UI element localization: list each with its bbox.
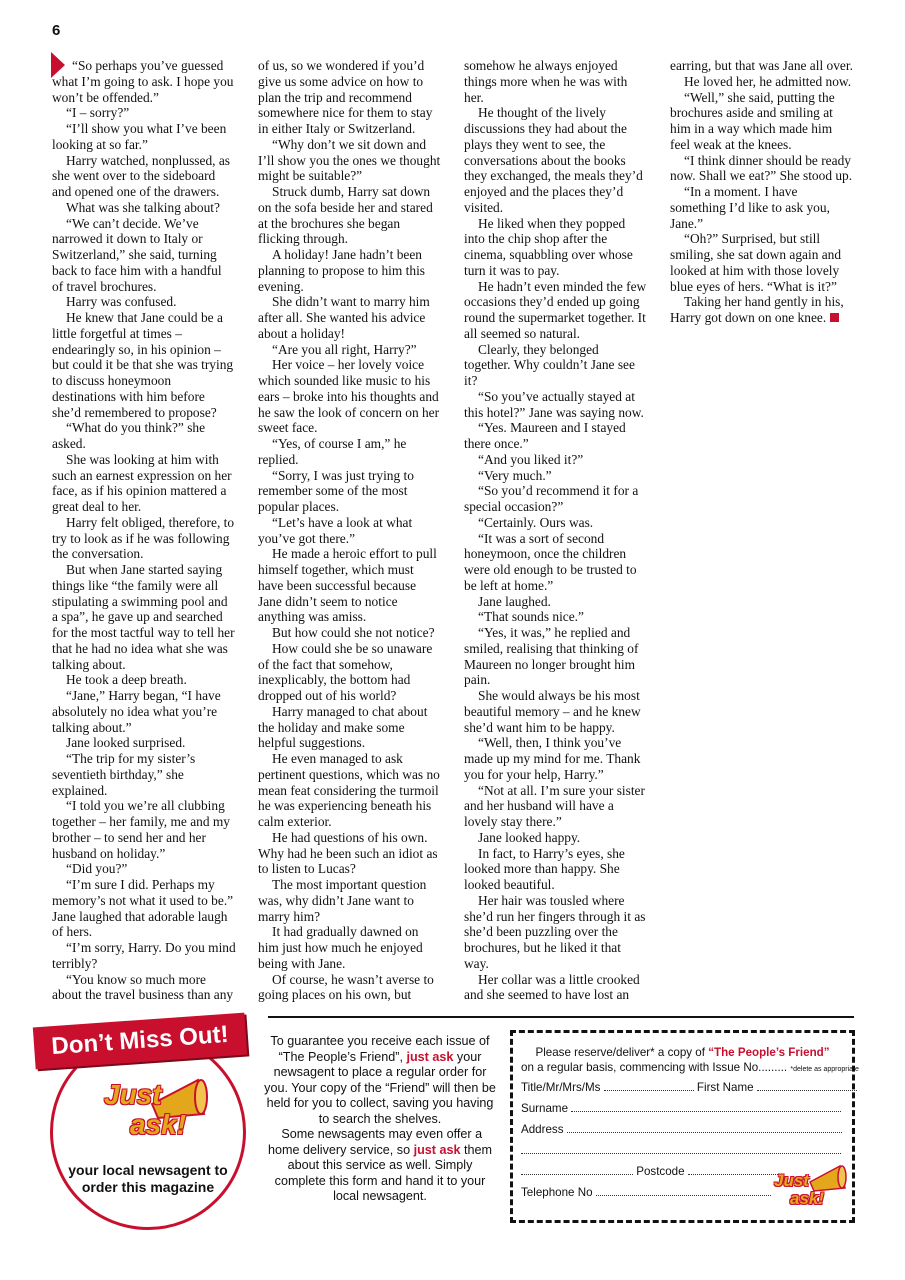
address-input[interactable] — [567, 1121, 842, 1133]
story-paragraph: But how could she not notice? — [272, 625, 435, 640]
page-number: 6 — [52, 22, 61, 39]
story-paragraph: “Why don’t we sit down and I’ll show you the ones we thought might be suitable?” — [258, 136, 441, 184]
story-paragraph: A holiday! Jane hadn’t been planning to propose to him this evening. — [258, 247, 426, 294]
story-paragraph: Taking her hand gently in his, Harry got down on one knee. — [670, 294, 844, 325]
story-paragraph: “You know so much more about the travel business than any of us, so we wondered if you’d give us some advice on how to plan the trip and recommend somewhere nice for them to stay in either Italy or Switzerland. — [52, 58, 433, 1003]
story-paragraph: “We can’t decide. We’ve narrowed it down to Italy or Switzerland,” she said, turning back to face him with a handful of travel brochures. — [52, 215, 222, 294]
story-paragraph: The most important question was, why didn’t Jane want to marry him? — [258, 877, 427, 924]
story-paragraph: He knew that Jane could be a little forgetful at times – endearingly so, in his opinion – but could it be that she was trying to discuss honeymoon destinations with him before she’d remembered to propose? — [52, 310, 234, 420]
coupon-title: Please reserve/deliver* a copy of “The People’s Friend” — [535, 1046, 830, 1059]
logo-just: Just — [104, 1079, 162, 1110]
surname-input[interactable] — [571, 1100, 841, 1112]
just-ask-logo — [90, 1074, 210, 1158]
story-paragraph: He liked when they popped into the chip shop after the cinema, squabbling over whose turn it was to pay. — [464, 215, 633, 278]
postcode-input[interactable] — [688, 1163, 778, 1175]
story-paragraph: “The trip for my sister’s seventieth birthday,” she explained. — [52, 751, 196, 798]
promo-badge — [32, 1012, 262, 1252]
story-paragraph: “Well, then, I think you’ve made up my mind for me. Thank you for your help, Harry.” — [464, 735, 641, 782]
story-paragraph: She would always be his most beautiful memory – and he knew she’d want him to be happy. — [464, 688, 641, 735]
just-ask-highlight: just ask — [406, 1049, 454, 1064]
address-row-2 — [521, 1140, 844, 1161]
dont-miss-out-banner: Don’t Miss Out! — [33, 1013, 247, 1070]
story-paragraph: He thought of the lively discussions they had about the plays they went to see, the conversations about the books they exchanged, the meals they’d enjoyed and the places they’d visited. — [464, 105, 643, 215]
story-paragraph: “So you’ve actually stayed at this hotel?” Jane was saying now. — [464, 388, 644, 420]
story-end-mark — [830, 313, 839, 322]
story-paragraph: Jane looked surprised. — [66, 735, 186, 751]
story-paragraph: He even managed to ask pertinent questions, which was no mean feat considering the turmoil he was experiencing beneath his calm exterior. — [258, 751, 440, 829]
address-row: Address — [521, 1119, 844, 1140]
surname-row: Surname — [521, 1098, 844, 1119]
story-paragraph: “Are you all right, Harry?” — [272, 341, 417, 357]
story-paragraph: Harry managed to chat about the holiday and make some helpful suggestions. — [258, 703, 428, 751]
promo-paragraph-2: Some newsagents may even offer a home delivery service, so just ask them about this service as well. Simply complete this form and hand it to your local newsagent. — [268, 1127, 492, 1203]
story-paragraph: “So you’d recommend it for a special occasion?” — [464, 483, 639, 514]
promo-paragraph-1: To guarantee you receive each issue of “The People’s Friend”, just ask your newsagent to place a regular order for you. Your copy of the “Friend” will then be held for you to collect, saving you having to search the shelves. — [264, 1034, 496, 1126]
story-paragraph: “I’ll show you what I’ve been looking at so far.” — [52, 121, 227, 152]
story-paragraph: “Let’s have a look at what you’ve got there.” — [258, 514, 413, 546]
story-paragraph: “It was a sort of second honeymoon, once the children were old enough to be trusted to be left at home.” — [464, 530, 637, 593]
story-paragraph: Harry watched, nonplussed, as she went over to the sideboard and opened one of the drawers. — [52, 152, 230, 199]
section-divider — [268, 1016, 854, 1018]
coupon-issue-line: on a regular basis, commencing with Issue No......... *delete as appropriate — [521, 1061, 859, 1074]
story-paragraph: Her voice – her lovely voice which sounded like music to his ears – broke into his thoughts and he saw the look of concern on her sweet face. — [258, 357, 440, 436]
story-paragraph: “I’m sorry, Harry. Do you mind terribly? — [52, 940, 236, 971]
first-name-input[interactable] — [757, 1079, 857, 1091]
story-paragraph: “Oh?” Surprised, but still smiling, she sat down again and looked at him with those lovely blue eyes of hers. “What is it?” — [670, 231, 842, 294]
story-paragraph: “I think dinner should be ready now. Shall we eat?” She stood up. — [670, 152, 853, 184]
just-ask-highlight: just ask — [413, 1142, 461, 1157]
story-paragraph: Harry felt obliged, therefore, to try to look as if he was following the conversation. — [52, 514, 235, 562]
story-paragraph: He loved her, he admitted now. — [684, 73, 852, 89]
story-paragraph: “Well,” she said, putting the brochures aside and smiling at him in a way which made him feel weak at the knees. — [670, 89, 835, 152]
story-paragraph: “Yes, of course I am,” he replied. — [258, 436, 407, 467]
story-paragraph: Harry was confused. — [66, 294, 177, 310]
story-paragraph: He had questions of his own. Why had he been such an idiot as to listen to Lucas? — [258, 829, 438, 877]
story-paragraph: She didn’t want to marry him after all. She wanted his advice about a holiday! — [258, 294, 430, 341]
story-paragraph: It had gradually dawned on him just how much he enjoyed being with Jane. — [258, 924, 423, 971]
name-fields-row: Title/Mr/Mrs/Ms First Name — [521, 1077, 844, 1098]
telephone-row: Telephone No — [521, 1182, 844, 1203]
story-paragraph: Struck dumb, Harry sat down on the sofa beside her and stared at the brochures she began flicking through. — [258, 184, 433, 247]
story-paragraph: “I’m sure I did. Perhaps my memory’s not what it used to be.” Jane laughed that adorable laugh of hers. — [52, 877, 234, 940]
story-paragraph: “I – sorry?” — [66, 105, 130, 121]
story-paragraph: Of course, he wasn’t averse to going places on his own, but somehow he always enjoyed things more when he was with her. — [258, 58, 628, 1003]
story-paragraph: “In a moment. I have something I’d like to ask you, Jane.” — [670, 184, 830, 231]
story-paragraph: He made a heroic effort to pull himself together, which must have been successful because Jane didn’t seem to notice anything was amiss. — [258, 546, 437, 625]
story-paragraph: “What do you think?” she asked. — [52, 420, 206, 451]
story-paragraph: She was looking at him with such an earnest expression on her face, as if his opinion mattered a great deal to her. — [52, 451, 232, 514]
story-paragraph: Her collar was a little crooked and she seemed to have lost an earring, but that was Jane all over. — [464, 58, 853, 1003]
story-paragraph: In fact, to Harry’s eyes, she looked more than happy. She looked beautiful. — [464, 845, 625, 892]
story-paragraph: “Not at all. I’m sure your sister and her husband will have a lovely stay there.” — [464, 782, 645, 829]
story-paragraph: “Sorry, I was just trying to remember some of the most popular places. — [258, 467, 414, 514]
logo-ask: ask! — [130, 1109, 187, 1140]
address-input-line-3[interactable] — [521, 1163, 633, 1175]
story-paragraph: “And you liked it?” — [478, 451, 584, 467]
story-body — [52, 58, 854, 1004]
story-paragraph: Clearly, they belonged together. Why couldn’t Jane see it? — [464, 341, 635, 388]
just-ask-logo-small — [770, 1162, 850, 1218]
story-paragraph: “I told you we’re all clubbing together – her family, me and my brother – to send her and her husband on holiday.” — [52, 798, 230, 861]
story-paragraph: He hadn’t even minded the few occasions they’d ended up going round the supermarket together. It all seemed so natural. — [464, 278, 647, 341]
story-paragraph: How could she be so unaware of the fact that somehow, inexplicably, the bottom had dropped out of his world? — [258, 640, 433, 703]
telephone-input[interactable] — [596, 1184, 771, 1196]
promo-text — [264, 1034, 496, 1205]
story-paragraph: “Very much.” — [478, 467, 552, 483]
story-paragraph: “Did you?” — [66, 861, 128, 877]
story-paragraph: “Certainly. Ours was. — [478, 514, 594, 530]
logo-just: Just — [774, 1171, 809, 1190]
story-paragraph: Jane laughed. — [478, 593, 551, 609]
title-input[interactable] — [604, 1079, 694, 1091]
story-paragraph: “So perhaps you’ve guessed what I’m going to ask. I hope you won’t be offended.” — [52, 58, 234, 105]
story-paragraph: What was she talking about? — [66, 199, 220, 215]
story-paragraph: Her hair was tousled where she’d run her fingers through it as she’d been puzzling over the brochures, but he liked it that way. — [464, 892, 646, 971]
badge-caption: your local newsagent to order this magazine — [68, 1162, 228, 1195]
story-paragraph: “That sounds nice.” — [478, 609, 584, 625]
story-paragraph: Jane looked happy. — [478, 829, 581, 845]
logo-ask: ask! — [790, 1189, 825, 1208]
story-paragraph: “Jane,” Harry began, “I have absolutely no idea what you’re talking about.” — [52, 688, 221, 735]
story-paragraph: “Yes. Maureen and I stayed there once.” — [464, 420, 626, 451]
story-paragraph: “Yes, it was,” he replied and smiled, realising that thinking of Maureen no longer brought him pain. — [464, 625, 639, 688]
story-paragraph: But when Jane started saying things like “the family were all stipulating a swimming pool and a spa”, he gave up and searched for the most tactful way to tell her that he had no idea what she was talking about. — [52, 562, 235, 672]
reservation-coupon — [510, 1030, 859, 1223]
address-input-line-2[interactable] — [521, 1142, 841, 1154]
postcode-row: Postcode — [521, 1161, 844, 1182]
story-paragraph: He took a deep breath. — [66, 672, 187, 688]
